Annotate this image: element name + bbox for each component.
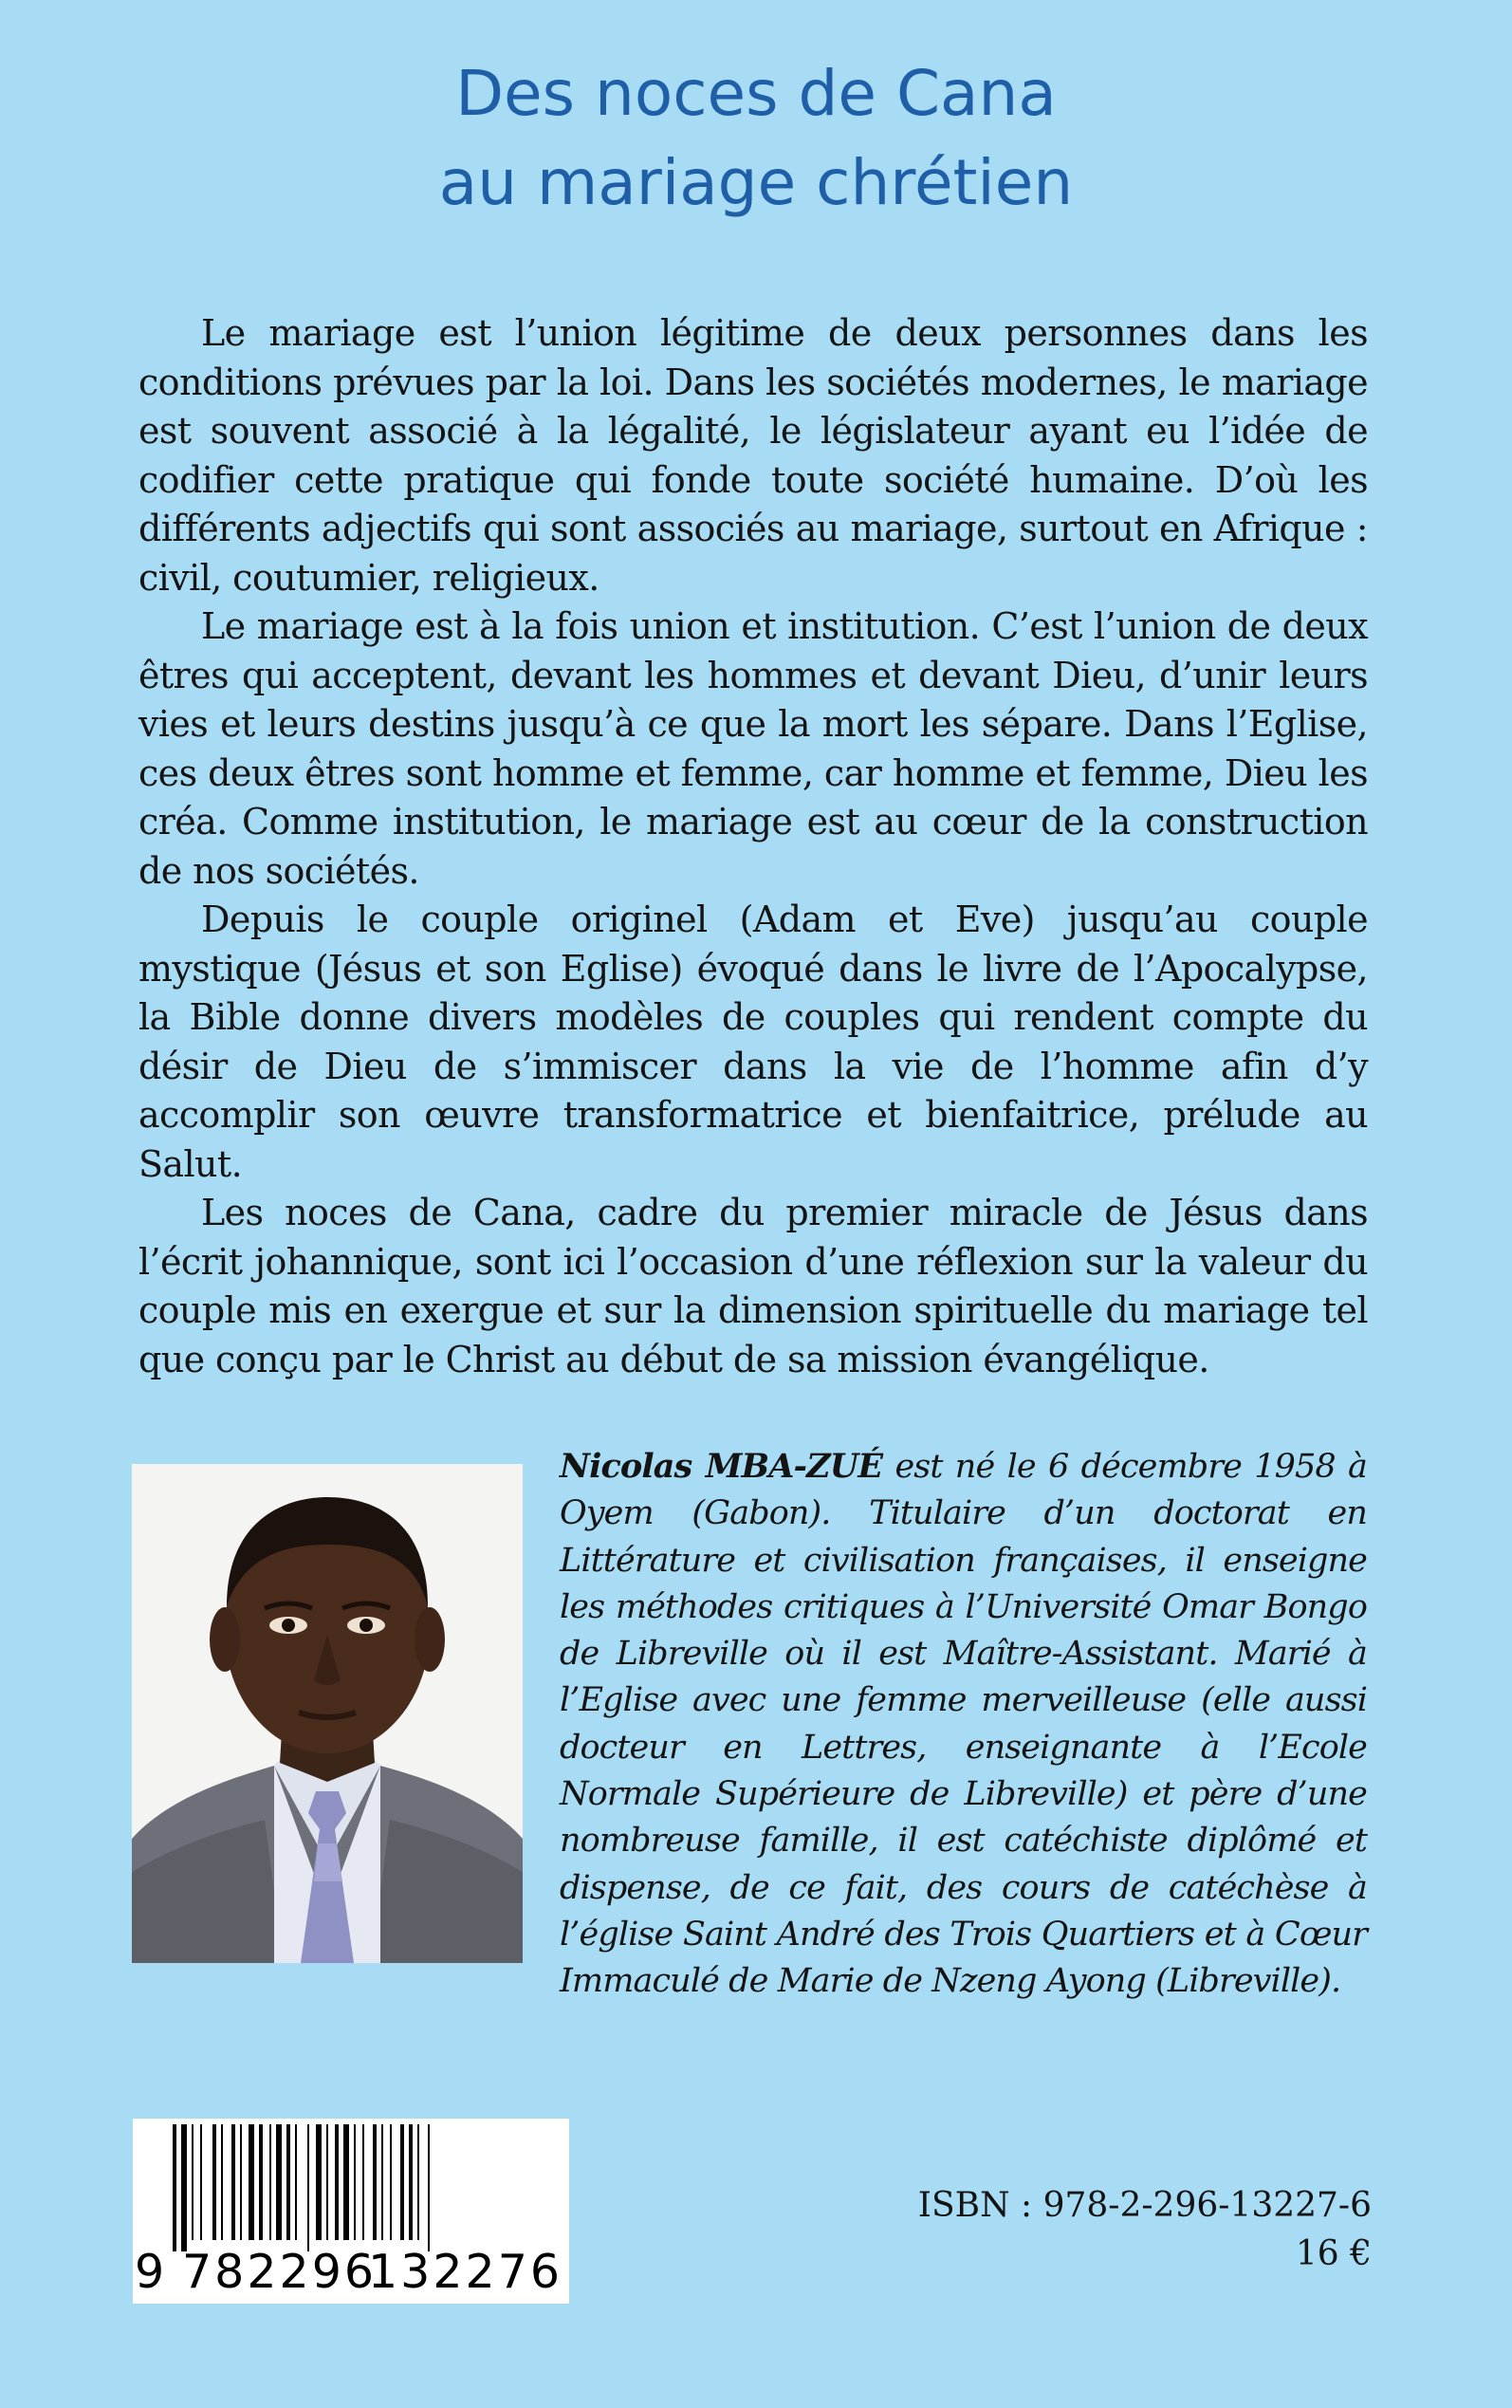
- barcode-bar: [259, 2124, 263, 2240]
- barcode-bar: [362, 2124, 364, 2240]
- barcode-digits-left: 782296: [182, 2245, 378, 2299]
- barcode-bar: [295, 2124, 297, 2240]
- barcode-bar: [221, 2124, 223, 2240]
- title-line-1: Des noces de Cana: [455, 57, 1057, 130]
- barcode-digits: [133, 2243, 569, 2302]
- barcode-digits-right: 132276: [368, 2245, 563, 2299]
- barcode-bar: [343, 2124, 349, 2240]
- summary-paragraph: Le mariage est l’union légitime de deux personnes dans les conditions prévues par la loi. Dans les sociétés modernes, le mariage est souvent associé à la légalité, le législateur ayant eu l’idée de codifier cette pratique qui fonde toute société humaine. D’où les différents adjectifs qui sont associés au mariage, surtout en Afrique : civil, coutumier, religieux.: [138, 312, 1368, 599]
- author-portrait-illustration: [132, 1464, 523, 1963]
- barcode-bar: [316, 2124, 322, 2240]
- book-title: [0, 49, 1512, 228]
- barcode-bar: [428, 2124, 430, 2251]
- barcode-bar: [417, 2124, 419, 2240]
- summary-paragraph: Les noces de Cana, cadre du premier miracle de Jésus dans l’écrit johannique, sont ici l’occasion d’une réflexion sur la valeur du couple mis en exergue et sur la dimension spirituelle du mariage tel que conçu par le Christ au début de sa mission évangélique.: [138, 1192, 1368, 1380]
- barcode-bar: [400, 2124, 404, 2240]
- barcode-bars: [133, 2119, 569, 2251]
- summary-paragraph: Depuis le couple originel (Adam et Eve) jusqu’au couple mystique (Jésus et son Eglise) évoqué dans le livre de l’Apocalypse, la Bible donne divers modèles de couples qui rendent compte du désir de Dieu de s’immiscer dans la vie de l’homme afin d’y accomplir son œuvre transformatrice et bienfaitrice, prélude au Salut.: [138, 898, 1368, 1185]
- barcode-bar: [373, 2124, 377, 2240]
- back-cover-summary: [138, 309, 1368, 1384]
- price: 16 €: [1295, 2234, 1372, 2273]
- barcode: [133, 2119, 569, 2304]
- barcode-bar: [173, 2124, 176, 2251]
- barcode-bar: [390, 2124, 392, 2240]
- barcode-digit-first: 9: [135, 2245, 165, 2299]
- barcode-bar: [240, 2124, 242, 2240]
- author-name: Nicolas MBA-ZUÉ: [560, 1447, 883, 1486]
- isbn: ISBN : 978-2-296-13227-6: [917, 2186, 1372, 2225]
- author-biography: [560, 1443, 1367, 2006]
- barcode-bar: [249, 2124, 254, 2240]
- barcode-bar: [381, 2124, 383, 2240]
- author-photo: [132, 1464, 523, 1963]
- barcode-bar: [286, 2124, 290, 2240]
- barcode-bar: [269, 2124, 271, 2240]
- summary-paragraph: Le mariage est à la fois union et institution. C’est l’union de deux êtres qui acceptent, devant les hommes et devant Dieu, d’unir leurs vies et leurs destins jusqu’à ce que la mort les sépare. Dans l’Eglise, ces deux êtres sont homme et femme, car homme et femme, Dieu les créa. Comme institution, le mariage est au cœur de la construction de nos sociétés.: [138, 605, 1368, 892]
- barcode-bar: [276, 2124, 282, 2240]
- barcode-bar: [335, 2124, 339, 2240]
- barcode-bar: [181, 2124, 187, 2251]
- barcode-bar: [307, 2124, 309, 2251]
- barcode-bar: [192, 2124, 194, 2240]
- barcode-bar: [200, 2124, 202, 2240]
- barcode-bar: [326, 2124, 328, 2240]
- title-line-2: au mariage chrétien: [438, 146, 1074, 219]
- barcode-bar: [231, 2124, 235, 2240]
- barcode-bar: [409, 2124, 413, 2240]
- barcode-bar: [212, 2124, 216, 2240]
- barcode-bar: [354, 2124, 356, 2240]
- author-bio-text: est né le 6 décembre 1958 à Oyem (Gabon). Titulaire d’un doctorat en Littérature et civilisation françaises, il enseigne les méthodes critiques à l’Université Omar Bongo de Libreville où il est Maître-Assistant. Marié à l’Eglise avec une femme merveilleuse (elle aussi docteur en Lettres, enseignante à l’Ecole Normale Supérieure de Libreville) et père d’une nombreuse famille, il est catéchiste diplômé et dispense, de ce fait, des cours de catéchèse à l’église Saint André des Trois Quartiers et à Cœur Immaculé de Marie de Nzeng Ayong (Libreville).: [560, 1448, 1367, 2001]
